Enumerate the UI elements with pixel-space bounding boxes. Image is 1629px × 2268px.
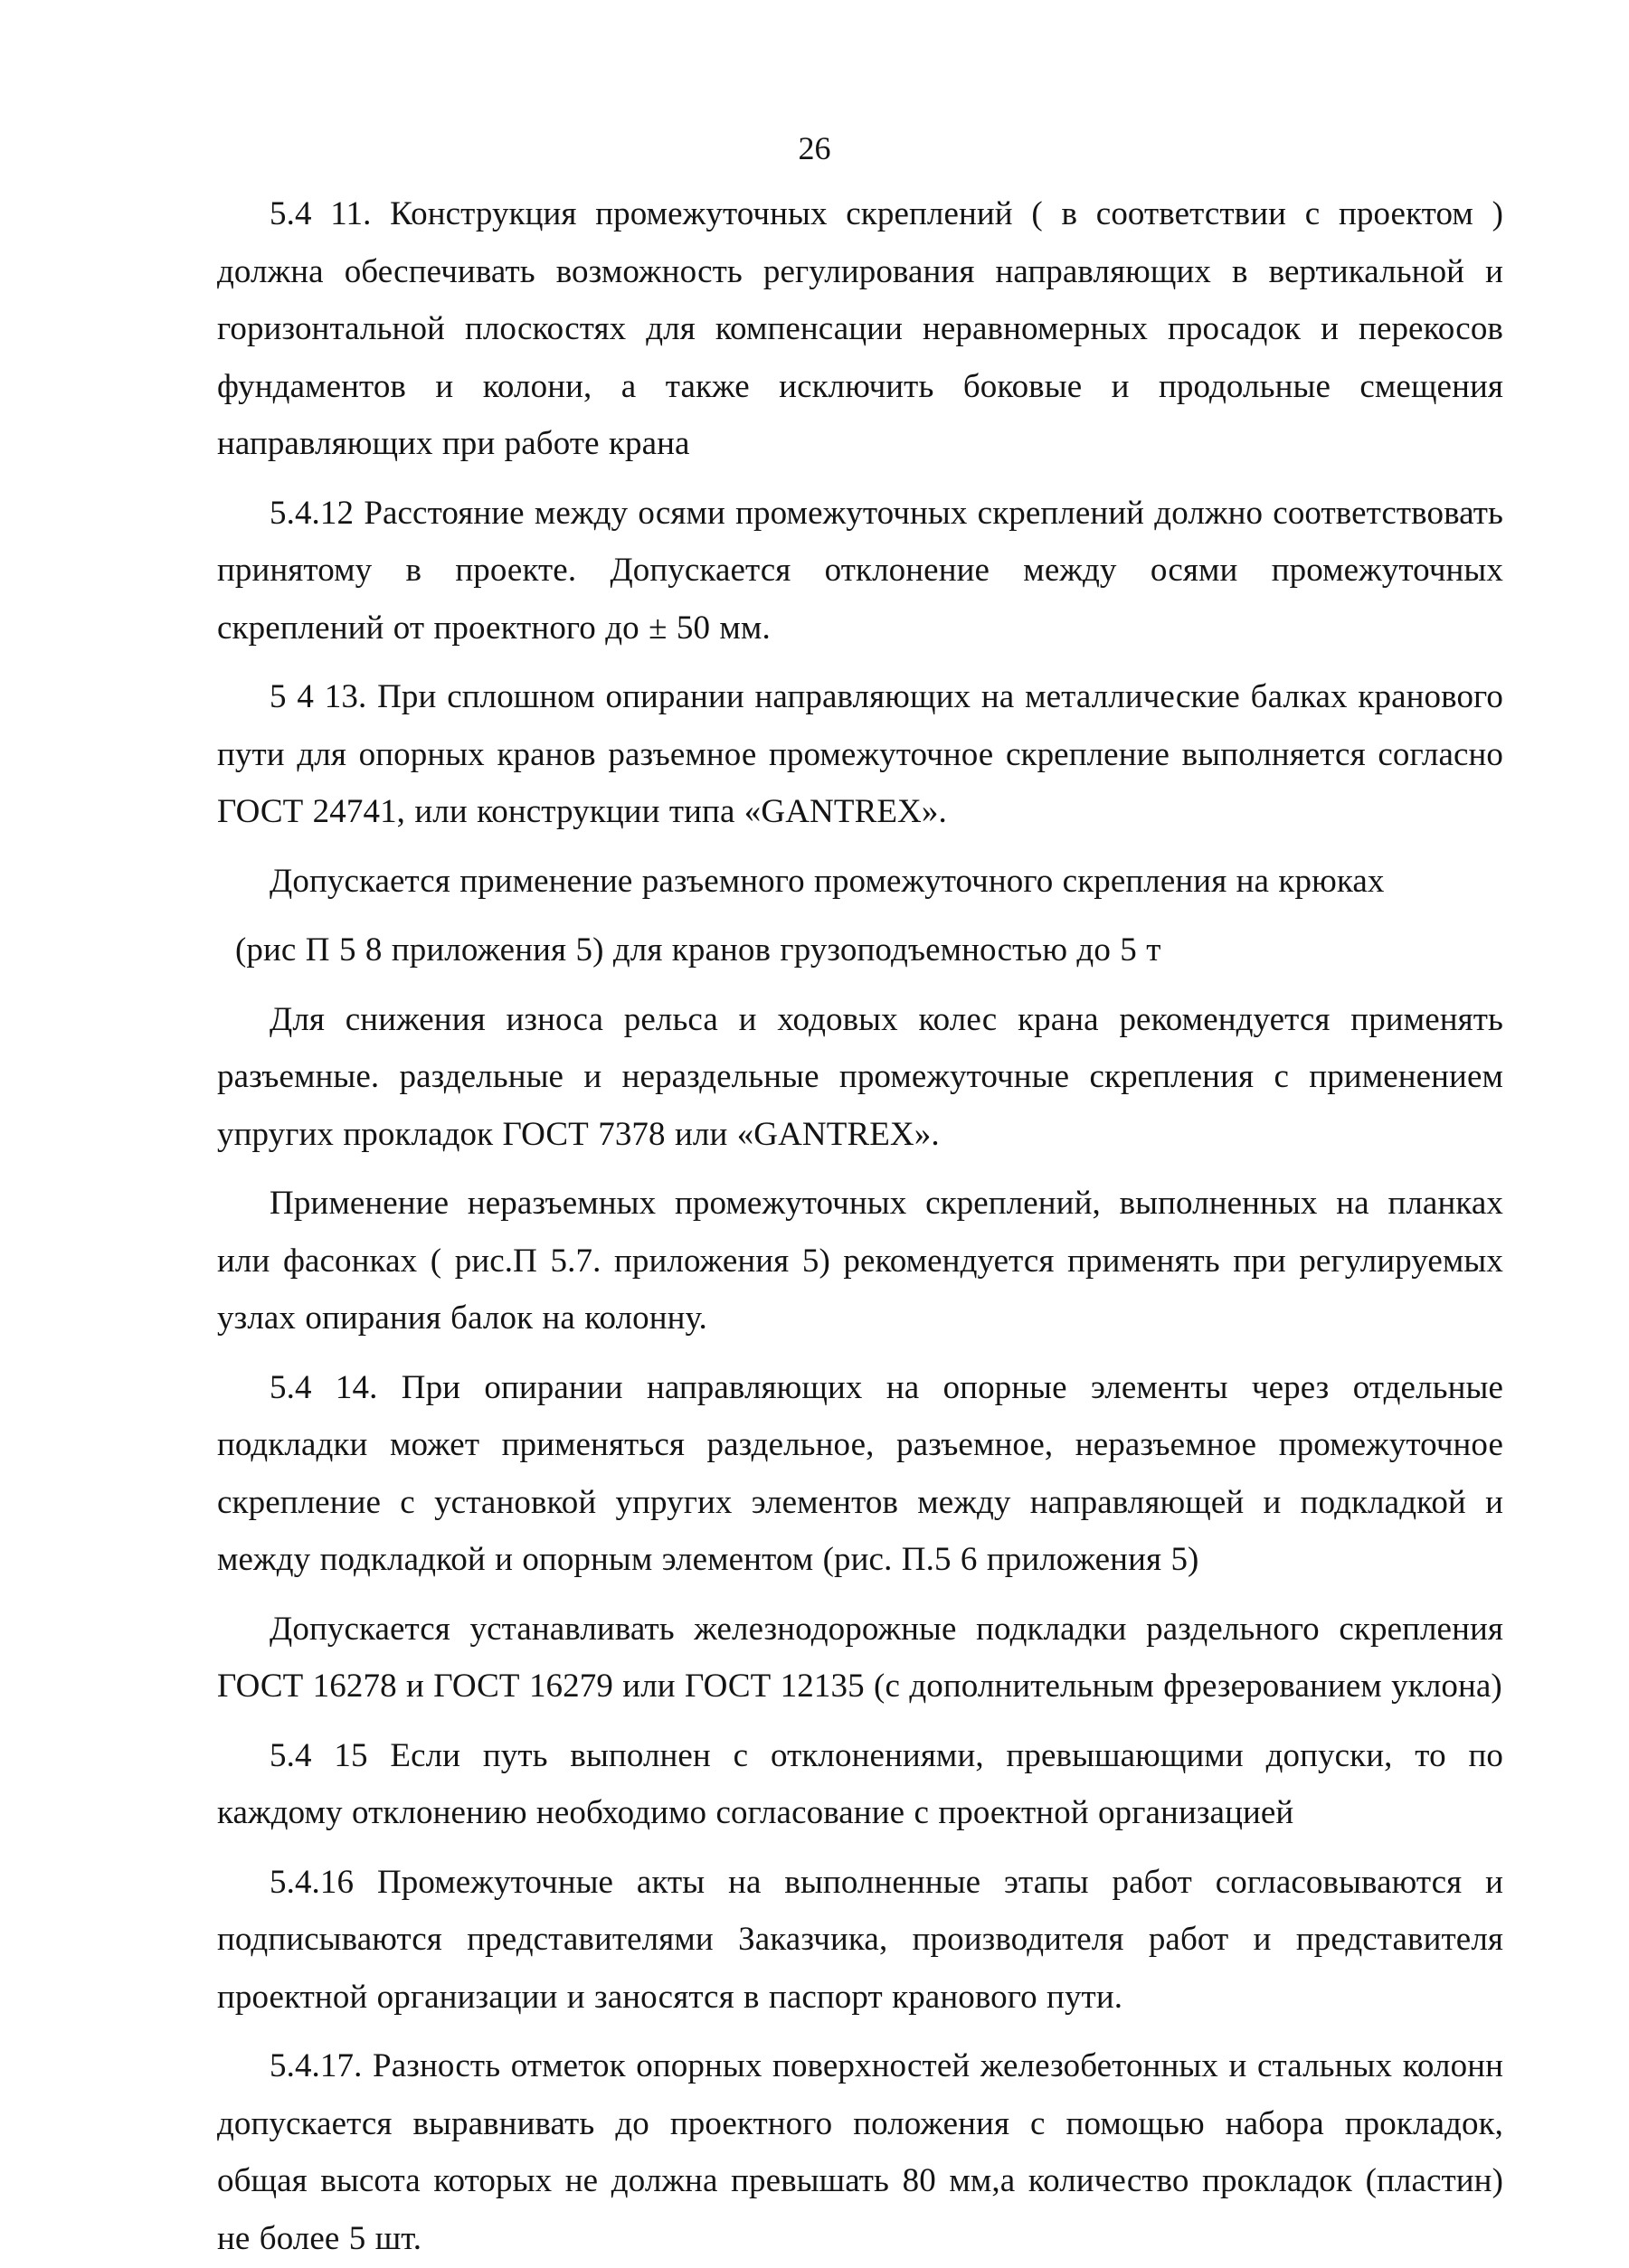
paragraph-5-4-13: 5 4 13. При сплошном опирании направляющих на металлические балках кранового пути для опорных кранов разъемное промежуточное скрепление выполняется согласно ГОСТ 24741, или конструкции типа «GANTREX». xyxy=(217,678,1503,830)
document-body xyxy=(217,185,1503,2267)
paragraph-railway-pads: Допускается устанавливать железнодорожные подкладки раздельного скрепления ГОСТ 16278 и ГОСТ 16279 или ГОСТ 12135 (с дополнительным фрезерованием уклона) xyxy=(217,1610,1503,1705)
paragraph-5-4-16: 5.4.16 Промежуточные акты на выполненные этапы работ согласовываются и подписываются представителями Заказчика, производителя работ и представителя проектной организации и заносятся в паспорт кранового пути. xyxy=(217,1863,1503,2016)
paragraph-5-4-14: 5.4 14. При опирании направляющих на опорные элементы через отдельные подкладки может применяться раздельное, разъемное, неразъемное промежуточное скрепление с установкой упругих элементов между направляющей и подкладкой и между подкладкой и опорным элементом (рис. П.5 6 приложения 5) xyxy=(217,1368,1503,1578)
paragraph-hook-fastening-reference: (рис П 5 8 приложения 5) для кранов грузоподъемностью до 5 т xyxy=(235,931,1161,969)
page-number: 26 xyxy=(798,130,831,166)
paragraph-hook-fastening: Допускается применение разъемного промежуточного скрепления на крюках xyxy=(270,862,1385,900)
paragraph-5-4-11: 5.4 11. Конструкция промежуточных скреплений ( в соответствии с проектом ) должна обеспечивать возможность регулирования направляющих в вертикальной и горизонтальной плоскостях для компенсации неравномерных просадок и перекосов фундаментов и колони, а также исключить боковые и продольные смещения направляющих при работе крана xyxy=(217,195,1503,462)
paragraph-wear-reduction: Для снижения износа рельса и ходовых колес крана рекомендуется применять разъемные. раздельные и нераздельные промежуточные скрепления с применением упругих прокладок ГОСТ 7378 или «GANTREX». xyxy=(217,1000,1503,1153)
paragraph-non-detachable-fastening: Применение неразъемных промежуточных скреплений, выполненных на планках или фасонках ( рис.П 5.7. приложения 5) рекомендуется применять при регулируемых узлах опирания балок на колонну. xyxy=(217,1185,1503,1337)
paragraph-5-4-12: 5.4.12 Расстояние между осями промежуточных скреплений должно соответствовать принятому в проекте. Допускается отклонение между осями промежуточных скреплений от проектного до ± 50 мм. xyxy=(217,494,1503,647)
paragraph-5-4-15: 5.4 15 Если путь выполнен с отклонениями, превышающими допуски, то по каждому отклонению необходимо согласование с проектной организацией xyxy=(217,1736,1503,1831)
paragraph-5-4-17: 5.4.17. Разность отметок опорных поверхностей железобетонных и стальных колонн допускается выравнивать до проектного положения с помощью набора прокладок, общая высота которых не должна превышать 80 мм,а количество прокладок (пластин) не более 5 шт. xyxy=(217,2047,1503,2257)
